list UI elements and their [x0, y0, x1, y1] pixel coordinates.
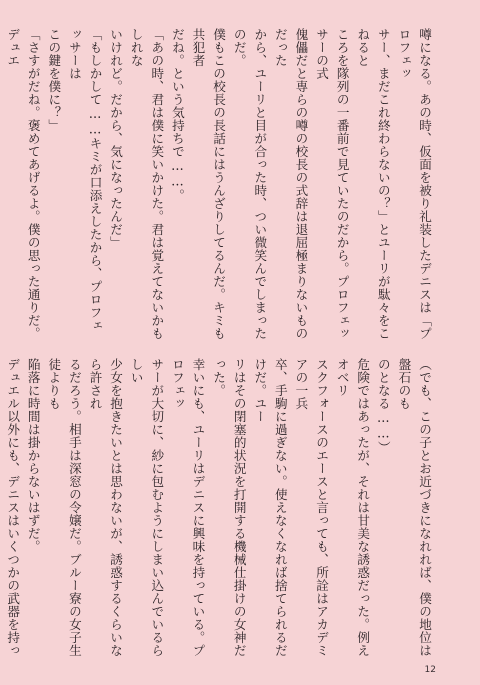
text-line: デュエル以外にも、デニスはいくつかの武器を持っ	[5, 358, 21, 657]
text-line: 「もしかして……キミが口添えしたから、プロフェッサーは	[66, 28, 103, 332]
top-text-block	[5, 28, 434, 344]
text-line: リはその閉塞的状況を打開する機械仕掛けの女神だった。	[211, 358, 247, 657]
text-line: 「さすがだね。褒めてあげるよ。僕の思った通りだ。デュエ	[5, 28, 41, 340]
text-line: 卒、手駒に過ぎない。使えなくなれば捨てられるだけだ。ユー	[252, 358, 288, 657]
text-line: サーが大切に、紗に包むようにしまい込んでいるらしい	[128, 358, 165, 657]
text-line: 陥落に時間は掛からないはずだ。	[25, 358, 41, 553]
text-line: サー、まだこれ終わらないの？」とユーリが駄々をこねると	[355, 28, 391, 340]
text-line: るだろう。相手は深窓の令嬢だ。ブルー寮の女子生徒よりも	[46, 358, 82, 657]
text-line: 噂になる。あの時、仮面を被り礼装したデニスは「プロフェッ	[396, 28, 432, 340]
text-line: スクフォースのエースと言っても、所詮はアカデミアの一兵	[293, 358, 330, 657]
text-line: この鍵を僕に？」	[46, 28, 62, 132]
text-line: 幸いにも、ユーリはデニスに興味を持っている。プロフェッ	[169, 358, 206, 657]
text-line: ころを隊列の一番前で見ていたのだから。プロフェッサーの式	[314, 28, 350, 340]
text-line: から、ユーリと目が合った時、つい微笑んでしまったのだ。	[231, 28, 268, 340]
text-line: だね。という気持ちで……。	[169, 28, 185, 202]
text-line: 危険ではあったが、それは甘美な誘惑だった。例えオベリ	[334, 358, 371, 657]
text-line: いけれど。だから、気になったんだ」	[108, 28, 124, 249]
text-line: 僕もこの校長の長話にはうんざりしてるんだ。キミも共犯者	[190, 28, 227, 340]
text-line	[0, 28, 2, 344]
text-line: （でも、この子とお近づきになれれば、僕の地位は盤石のも	[396, 358, 432, 657]
text-line: 少女を抱きたいとは思わないが、誘惑するくらいなら許され	[87, 358, 124, 657]
text-line: 「あの時、君は僕に笑いかけた。君は覚えてないかもしれな	[128, 28, 165, 340]
text-line: 傀儡だと専らの噂の校長の式辞は退屈極まりないものだった	[272, 28, 309, 340]
text-line: のとなる……）	[375, 358, 391, 454]
page-number: 12	[424, 665, 436, 675]
bottom-text-block	[5, 358, 434, 666]
